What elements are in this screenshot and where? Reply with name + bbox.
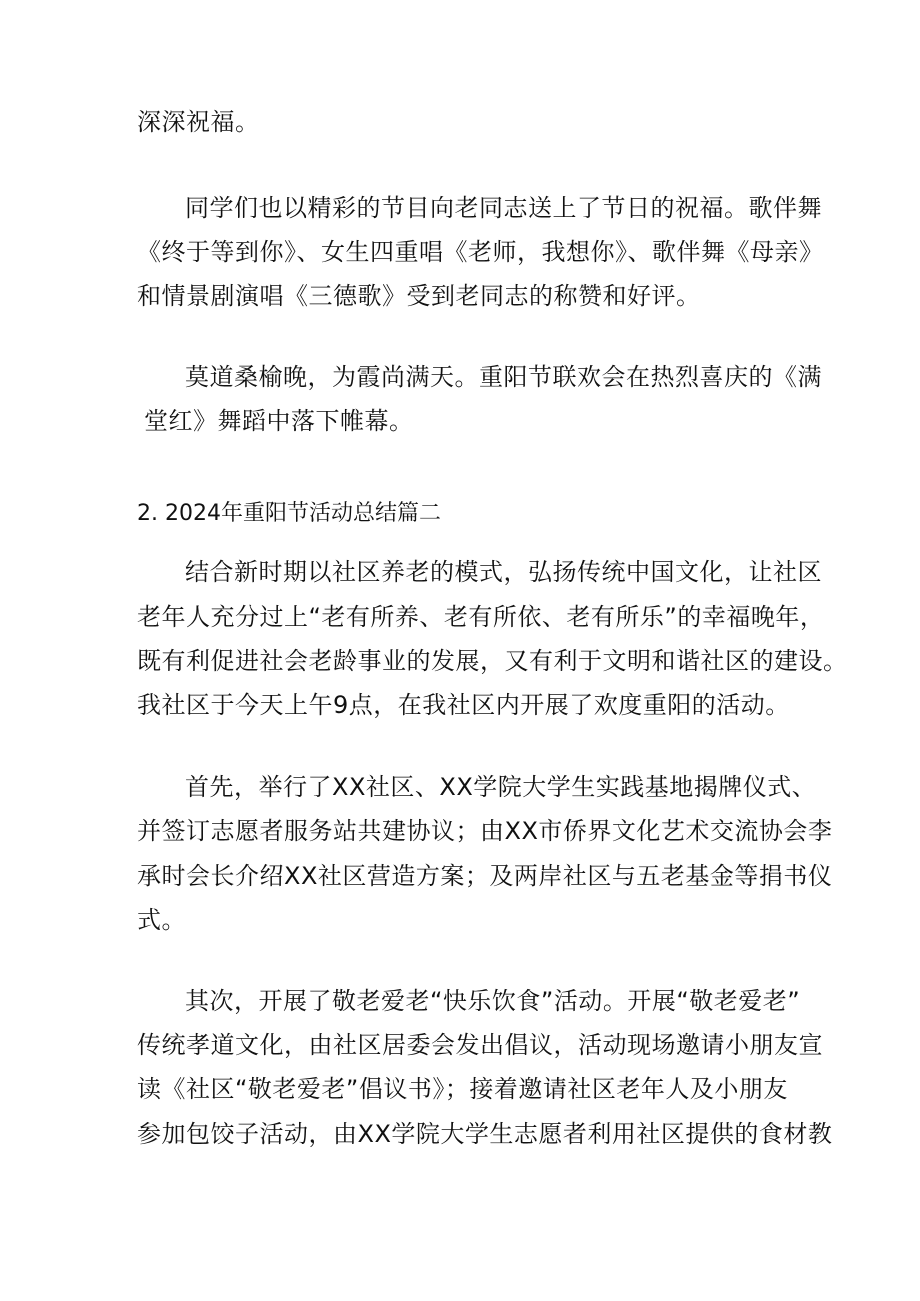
paragraph-line: 其次，开展了敬老爱老“快乐饮食”活动。开展“敬老爱老” (185, 987, 801, 1015)
paragraph-line: 同学们也以精彩的节目向老同志送上了节日的祝福。歌伴舞 (185, 194, 822, 222)
paragraph-line: 堂红》舞蹈中落下帷幕。 (144, 407, 414, 435)
paragraph-line: 参加包饺子活动，由XX学院大学生志愿者利用社区提供的食材教 (137, 1120, 833, 1148)
paragraph-line: 结合新时期以社区养老的模式，弘扬传统中国文化，让社区 (185, 558, 822, 586)
paragraph-line: 传统孝道文化，由社区居委会发出倡议，活动现场邀请小朋友宣 (137, 1031, 823, 1059)
paragraph-line: 并签订志愿者服务站共建协议；由XX市侨界文化艺术交流协会李 (137, 817, 833, 845)
paragraph-line: 《终于等到你》、女生四重唱《老师，我想你》、歌伴舞《母亲》 (137, 238, 824, 266)
paragraph-line: 和情景剧演唱《三德歌》受到老同志的称赞和好评。 (137, 282, 701, 310)
section-heading: 2. 2024年重阳节活动总结篇二 (137, 501, 441, 526)
paragraph-line: 式。 (137, 906, 186, 934)
paragraph-line: 老年人充分过上“老有所养、老有所依、老有所乐”的幸福晚年， (137, 603, 825, 631)
paragraph-line: 莫道桑榆晚，为霞尚满天。重阳节联欢会在热烈喜庆的《满 (185, 363, 822, 391)
paragraph-line: 既有利促进社会老龄事业的发展，又有利于文明和谐社区的建设。 (137, 647, 848, 675)
paragraph-line: 承时会长介绍XX社区营造方案；及两岸社区与五老基金等捐书仪 (137, 862, 833, 890)
paragraph-line: 我社区于今天上午9点，在我社区内开展了欢度重阳的活动。 (137, 691, 790, 719)
paragraph-line: 首先，举行了XX社区、XX学院大学生实践基地揭牌仪式、 (185, 773, 817, 801)
paragraph-line: 深深祝福。 (137, 108, 260, 136)
paragraph-line: 读《社区“敬老爱老”倡议书》；接着邀请社区老年人及小朋友 (137, 1075, 788, 1103)
